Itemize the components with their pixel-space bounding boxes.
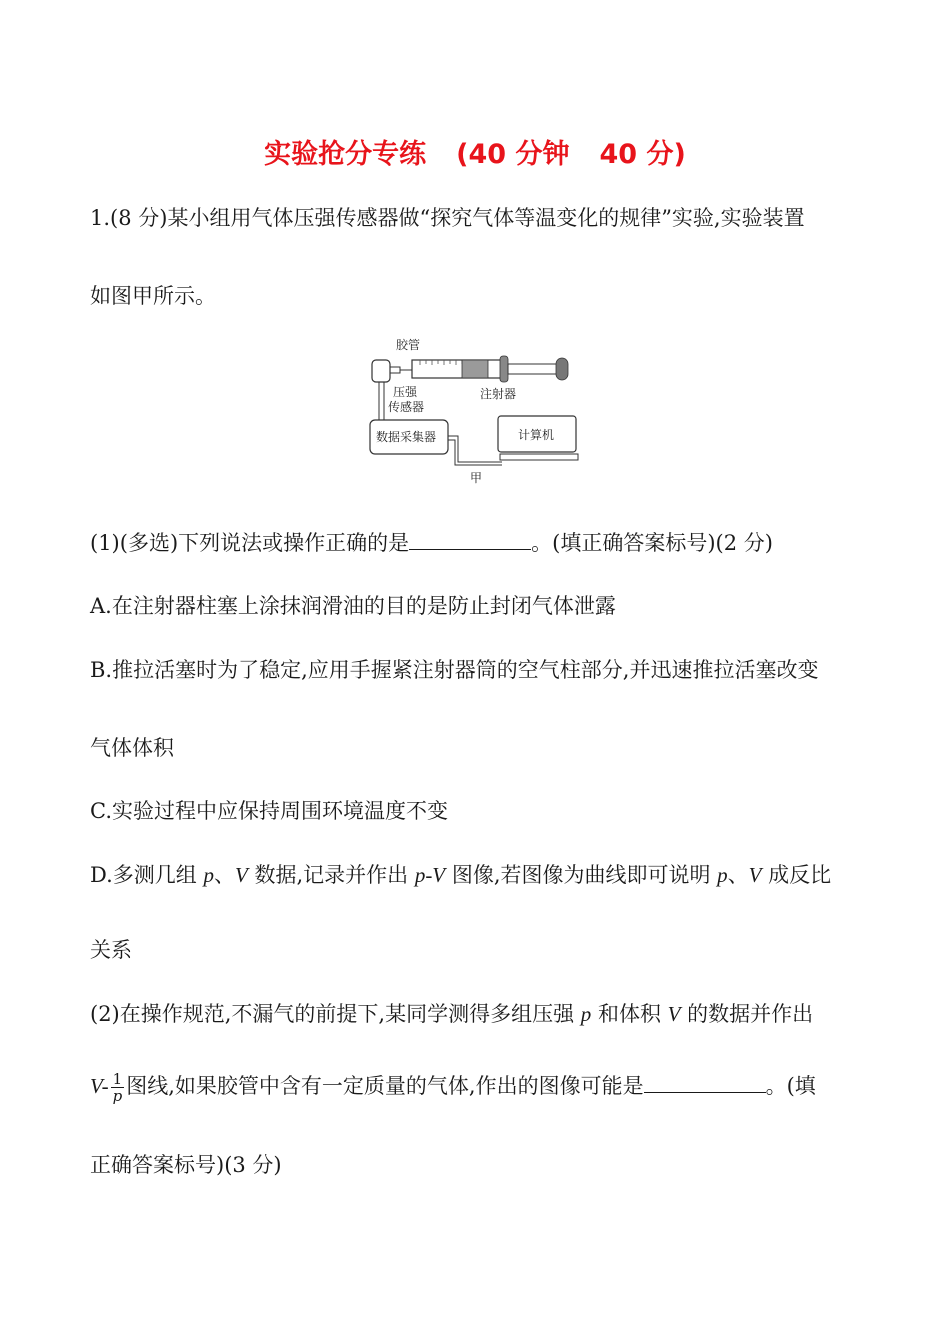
var-p: p [203, 863, 214, 887]
q1-part1 [90, 527, 870, 558]
title-main: 实验抢分专练 [264, 139, 427, 170]
var-p: p [580, 1002, 592, 1026]
option-d-text: 数据,记录并作出 [247, 863, 415, 887]
part2-text: 和体积 [591, 1002, 668, 1026]
option-d-text: 成反比 [761, 863, 832, 887]
option-b-line1: B.推拉活塞时为了稳定,应用手握紧注射器筒的空气柱部分,并迅速推拉活塞改变 [90, 658, 819, 682]
q1-stem-line2: 如图甲所示。 [90, 284, 216, 308]
label-sensor-2: 传感器 [388, 400, 425, 414]
answer-blank-2[interactable] [644, 1070, 766, 1093]
option-a: A.在注射器柱塞上涂抹润滑油的目的是防止封闭气体泄露 [90, 594, 616, 618]
title-score: 40 分) [599, 139, 686, 170]
label-sensor-1: 压强 [393, 385, 418, 399]
label-collector: 数据采集器 [376, 430, 437, 444]
var-v: V [667, 1002, 681, 1026]
figure-caption: 甲 [470, 471, 483, 485]
part2-text: 。(填 [765, 1074, 816, 1098]
part1-suffix: 。(填正确答案标号)(2 分) [531, 531, 773, 555]
q1-part2-line3: 正确答案标号)(3 分) [90, 1153, 282, 1177]
option-d-text: 图像,若图像为曲线即可说明 [445, 863, 718, 887]
page-title [0, 132, 950, 171]
label-computer: 计算机 [518, 428, 555, 442]
var-v: V [748, 863, 762, 887]
frac-denominator: p [112, 1087, 123, 1105]
plunger-shape [462, 360, 488, 378]
apparatus-diagram [366, 336, 582, 488]
var-v-dash: V- [90, 1074, 109, 1098]
title-time: (40 分钟 [456, 139, 570, 170]
part2-text: 的数据并作出 [680, 1002, 814, 1026]
part2-text: 图线,如果胶管中含有一定质量的气体,作出的图像可能是 [126, 1074, 644, 1098]
option-d-line1 [90, 860, 870, 890]
option-b-line2: 气体体积 [90, 736, 174, 760]
part2-text: (2)在操作规范,不漏气的前提下,某同学测得多组压强 [90, 1002, 581, 1026]
apparatus-figure [366, 336, 582, 488]
part1-prefix: (1)(多选)下列说法或操作正确的是 [90, 531, 410, 555]
var-p: p [717, 863, 728, 887]
option-d-text: 、 [213, 863, 235, 887]
q1-part2-line2 [90, 1070, 870, 1104]
fraction-1-over-p [111, 1071, 125, 1104]
q1-part2-line1 [90, 999, 870, 1029]
option-c: C.实验过程中应保持周围环境温度不变 [90, 799, 448, 823]
tube-shape [390, 367, 400, 373]
var-pv: p-V [414, 863, 446, 887]
label-syringe: 注射器 [480, 387, 517, 401]
frac-numerator: 1 [112, 1070, 123, 1088]
option-d-line2: 关系 [90, 938, 132, 962]
option-d-text: 、 [727, 863, 749, 887]
answer-blank-1[interactable] [409, 527, 531, 550]
q1-stem-line1: 1.(8 分)某小组用气体压强传感器做“探究气体等温变化的规律”实验,实验装置 [90, 206, 805, 230]
option-d-text: D.多测几组 [90, 863, 204, 887]
pressure-sensor-shape [372, 360, 390, 382]
label-tube: 胶管 [396, 338, 421, 352]
var-v: V [234, 863, 248, 887]
